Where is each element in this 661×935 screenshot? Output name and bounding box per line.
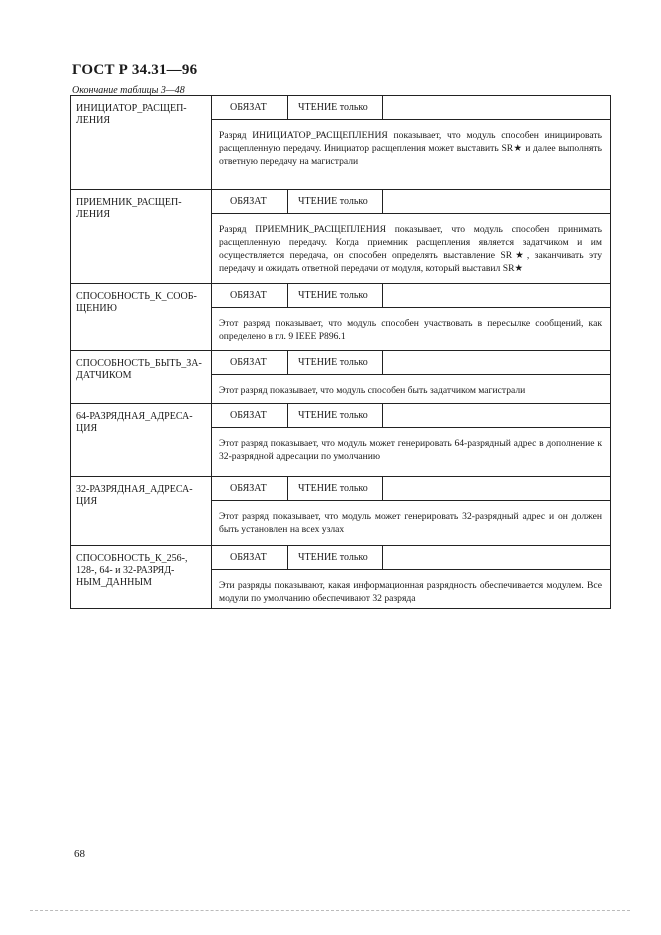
field-name: СПОСОБНОСТЬ_К_СООБ- ЩЕНИЮ: [71, 284, 212, 350]
field-type: ОБЯЗАТ: [212, 351, 288, 374]
field-access: ЧТЕНИЕ только: [288, 96, 383, 119]
field-description: Этот разряд показывает, что модуль может генерировать 64-разрядный адрес в дополнение к 32-разрядной адресации по умолчанию: [219, 438, 602, 462]
field-description: Этот разряд показывает, что модуль способен участвовать в пересылке сообщений, как определено в гл. 9 IEEE P896.1: [219, 318, 602, 342]
empty-cell: [383, 284, 610, 307]
table-row: [71, 476, 610, 545]
table-row: [71, 350, 610, 403]
table-row: [71, 403, 610, 476]
field-type: ОБЯЗАТ: [212, 477, 288, 500]
field-access: ЧТЕНИЕ только: [288, 190, 383, 213]
page-number: 68: [74, 848, 85, 860]
field-type: ОБЯЗАТ: [212, 546, 288, 569]
field-name: 32-РАЗРЯДНАЯ_АДРЕСА- ЦИЯ: [71, 477, 212, 545]
field-description: Разряд ПРИЕМНИК_РАСЩЕПЛЕНИЯ показывает, что модуль способен принимать расщепленную передачу. Когда приемник расщепления является задатчиком и им осуществляется передача, он способен определять выставление SR★, заканчивать эту передачу и ожидать ответной передачи от модуля, который выставил SR★: [219, 224, 602, 274]
empty-cell: [383, 351, 610, 374]
field-description: Эти разряды показывают, какая информационная разрядность обеспечивается модулем. Все модули по умолчанию обеспечивают 32 разряда: [219, 580, 602, 604]
empty-cell: [383, 96, 610, 119]
table-row: [71, 283, 610, 350]
field-type: ОБЯЗАТ: [212, 404, 288, 427]
field-description: Разряд ИНИЦИАТОР_РАСЩЕПЛЕНИЯ показывает, что модуль способен инициировать расщепленную передачу. Инициатор расщепления может выставить SR★ и далее выполнять ответную передачу на магистрали: [219, 130, 602, 167]
table-caption: Окончание таблицы 3—48: [72, 85, 185, 96]
field-description: Этот разряд показывает, что модуль может генерировать 32-разрядный адрес и он должен быть установлен на всех узлах: [219, 511, 602, 535]
field-name: СПОСОБНОСТЬ_БЫТЬ_ЗА- ДАТЧИКОМ: [71, 351, 212, 403]
field-type: ОБЯЗАТ: [212, 190, 288, 213]
document-code: ГОСТ Р 34.31—96: [72, 62, 198, 78]
field-description: Этот разряд показывает, что модуль способен быть задатчиком магистрали: [219, 385, 526, 396]
table-row: [71, 189, 610, 283]
field-access: ЧТЕНИЕ только: [288, 284, 383, 307]
empty-cell: [383, 190, 610, 213]
page-bottom-rule: [30, 910, 630, 911]
field-name: СПОСОБНОСТЬ_К_256-, 128-, 64- и 32-РАЗРЯД- НЫМ_ДАННЫМ: [71, 546, 212, 608]
empty-cell: [383, 546, 610, 569]
field-type: ОБЯЗАТ: [212, 284, 288, 307]
field-access: ЧТЕНИЕ только: [288, 546, 383, 569]
field-access: ЧТЕНИЕ только: [288, 477, 383, 500]
empty-cell: [383, 404, 610, 427]
table-row: [71, 95, 610, 189]
field-name: ИНИЦИАТОР_РАСЩЕП- ЛЕНИЯ: [71, 96, 212, 189]
empty-cell: [383, 477, 610, 500]
field-name: ПРИЕМНИК_РАСЩЕП- ЛЕНИЯ: [71, 190, 212, 283]
table-row: [71, 545, 610, 608]
field-access: ЧТЕНИЕ только: [288, 404, 383, 427]
field-type: ОБЯЗАТ: [212, 96, 288, 119]
field-name: 64-РАЗРЯДНАЯ_АДРЕСА- ЦИЯ: [71, 404, 212, 476]
field-access: ЧТЕНИЕ только: [288, 351, 383, 374]
bit-field-table: [70, 95, 611, 609]
